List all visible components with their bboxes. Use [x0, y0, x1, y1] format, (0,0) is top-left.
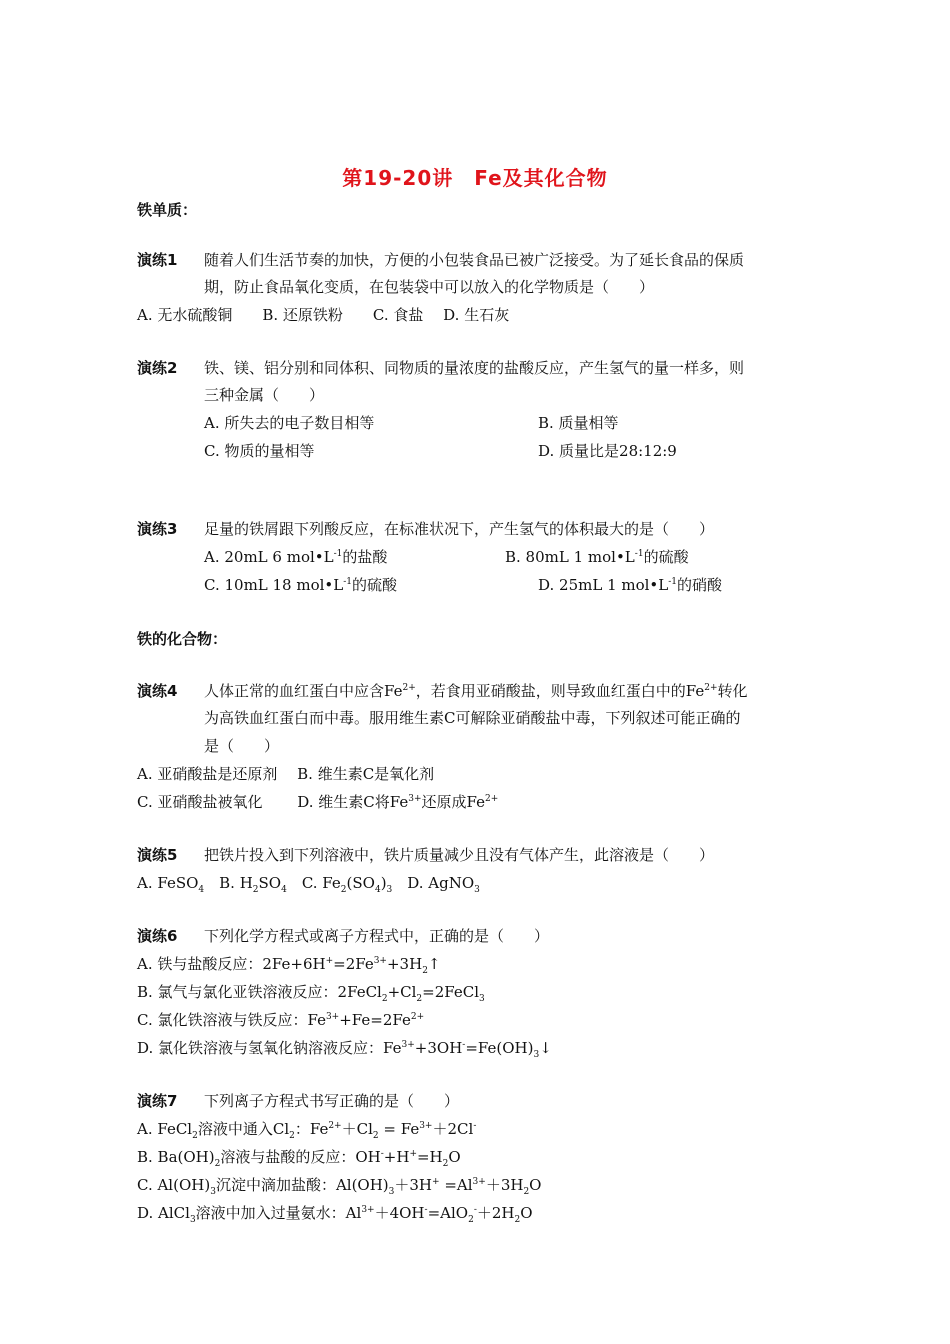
question-2-stem-line-2: 三种金属（ ）	[204, 386, 325, 404]
question-1-options: A. 无水硫酸铜 B. 还原铁粉 C. 食盐 D. 生石灰	[137, 306, 510, 324]
question-2-option-c: C. 物质的量相等	[204, 442, 315, 460]
question-4-stem-line-2: 为高铁血红蛋白而中毒。服用维生素C可解除亚硝酸盐中毒，下列叙述可能正确的	[204, 709, 741, 727]
question-4-options-row-2: C. 亚硝酸盐被氧化 D. 维生素C将$Fe^{3+}$还原成$Fe^{2+}$	[137, 793, 499, 811]
question-4-stem-line-3: 是（ ）	[204, 737, 280, 755]
question-6-label: 演练6	[137, 927, 178, 945]
question-6-stem: 下列化学方程式或离子方程式中，正确的是（ ）	[204, 927, 550, 945]
question-2-option-b: B. 质量相等	[538, 414, 619, 432]
question-3-option-b: B. 80mL 1 $mol•L^{-1}$的硫酸	[505, 548, 689, 566]
question-7-label: 演练7	[137, 1092, 178, 1110]
question-7-option-b: B. $Ba(OH)_2$溶液与盐酸的反应：$OH^-+H^+=H_2O$	[137, 1148, 461, 1169]
question-6-option-d: D. 氯化铁溶液与氢氧化钠溶液反应：$Fe^{3+}+3OH^-=Fe(OH)_3↓$	[137, 1039, 552, 1060]
question-4-stem-line-1: 人体正常的血红蛋白中应含$Fe^{2+}$，若食用亚硝酸盐，则导致血红蛋白中的$Fe^{2+}$转化	[204, 682, 748, 700]
question-2-option-a: A. 所失去的电子数目相等	[204, 414, 375, 432]
question-7-option-a: A. FeCl$_2$溶液中通入$Cl_2$：$Fe^{2+}+Cl_2 = Fe^{3+}+2Cl^-$	[137, 1120, 477, 1141]
question-5-stem: 把铁片投入到下列溶液中，铁片质量减少且没有气体产生，此溶液是（ ）	[204, 846, 715, 864]
question-3-label: 演练3	[137, 520, 178, 538]
question-2-stem-line-1: 铁、镁、铝分别和同体积、同物质的量浓度的盐酸反应，产生氢气的量一样多，则	[204, 359, 745, 377]
question-7-stem: 下列离子方程式书写正确的是（ ）	[204, 1092, 460, 1110]
question-7-option-c: C. $Al(OH)_3$沉淀中滴加盐酸：$Al(OH)_3+3H^+ =Al^{3+}+3H_2O$	[137, 1176, 542, 1197]
question-1-label: 演练1	[137, 251, 178, 269]
question-2-option-d: D. 质量比是28:12:9	[538, 442, 677, 460]
question-2-label: 演练2	[137, 359, 178, 377]
question-4-label: 演练4	[137, 682, 178, 700]
question-6-option-b: B. 氯气与氯化亚铁溶液反应：$2FeCl_2+Cl_2=2FeCl_3$	[137, 983, 485, 1004]
question-3-option-a: A. 20mL 6 $mol•L^{-1}$的盐酸	[204, 548, 388, 566]
question-4-options-row-1: A. 亚硝酸盐是还原剂 B. 维生素C是氧化剂	[137, 765, 435, 783]
question-7-option-d: D. AlCl$_3$溶液中加入过量氨水：$Al^{3+}+4OH^-=AlO_2^-+2H_2O$	[137, 1204, 533, 1225]
question-6-option-c: C. 氯化铁溶液与铁反应：$Fe^{3+}+Fe=2Fe^{2+}$	[137, 1011, 425, 1029]
question-1-stem-line-2: 期，防止食品氧化变质，在包装袋中可以放入的化学物质是（ ）	[204, 278, 655, 296]
question-5-options: A. FeSO$_4$ B. $H_2SO_4$ C. $Fe_2(SO_4)_3$ D. AgNO$_3$	[137, 874, 480, 895]
section-heading-iron-compounds: 铁的化合物：	[137, 630, 228, 648]
question-3-option-d: D. 25mL 1 $mol•L^{-1}$的硝酸	[538, 576, 723, 594]
question-5-label: 演练5	[137, 846, 178, 864]
question-6-option-a: A. 铁与盐酸反应：$2Fe+6H^+=2Fe^{3+}+3H_2↑$	[137, 955, 441, 976]
question-1-stem-line-1: 随着人们生活节奏的加快，方便的小包装食品已被广泛接受。为了延长食品的保质	[204, 251, 745, 269]
question-3-stem: 足量的铁屑跟下列酸反应，在标准状况下，产生氢气的体积最大的是（ ）	[204, 520, 715, 538]
section-heading-iron-element: 铁单质：	[137, 201, 198, 219]
question-3-option-c: C. 10mL 18 $mol•L^{-1}$的硫酸	[204, 576, 398, 594]
page-title: 第19-20讲 Fe及其化合物	[342, 166, 608, 190]
